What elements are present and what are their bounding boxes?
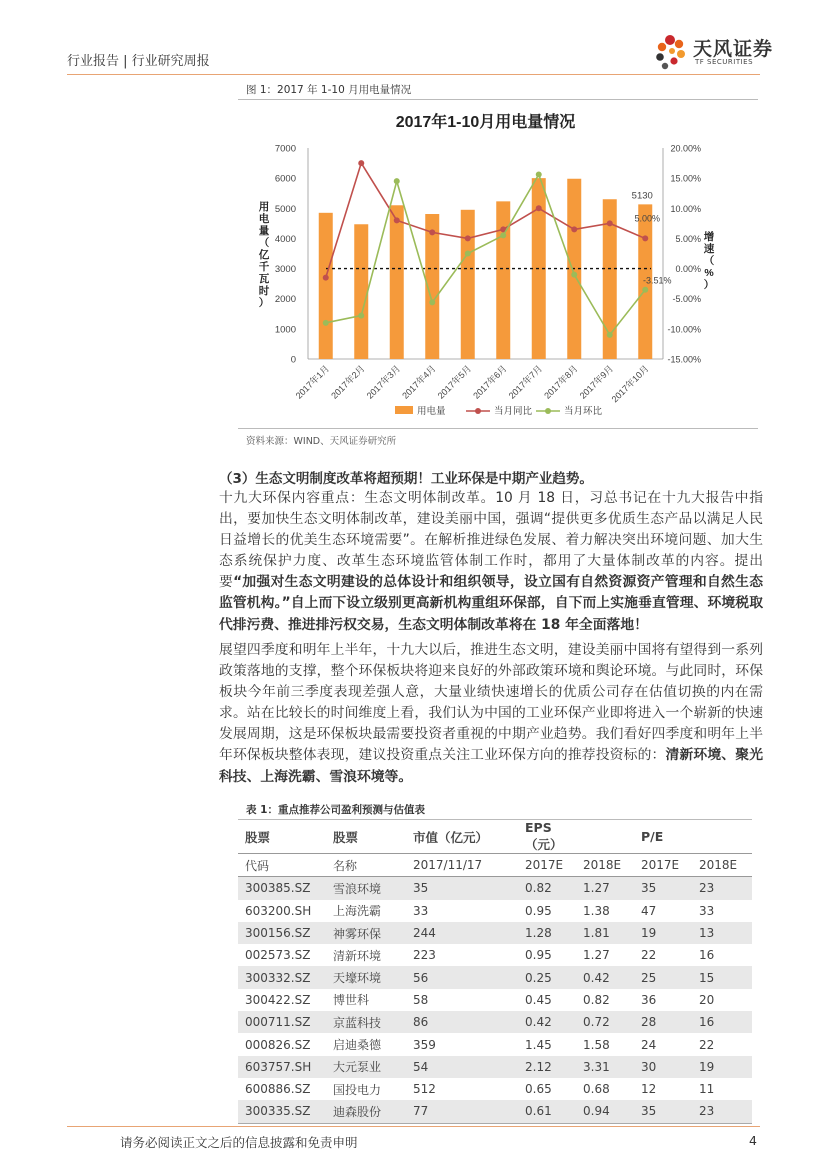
table-row <box>238 1011 752 1033</box>
x-tick-label: 2017年10月 <box>609 363 651 405</box>
table-cell: 30 <box>634 1056 692 1078</box>
left-axis-title: 用电量（亿千瓦时） <box>258 201 270 309</box>
point-当月环比 <box>642 287 648 293</box>
report-category: 行业报告 | 行业研究周报 <box>67 54 210 69</box>
legend-label-用电量: 用电量 <box>417 406 446 417</box>
mom-value-label: -3.51% <box>642 275 672 286</box>
table-header-cell: EPS（元） <box>518 820 576 854</box>
x-tick-label: 2017年2月 <box>329 363 367 401</box>
table-cell: 1.45 <box>525 1037 552 1052</box>
table-header-cell: 市值（亿元） <box>406 820 518 854</box>
valuation-table <box>238 820 752 1124</box>
table-cell: 36 <box>641 992 657 1007</box>
table-cell: 大元泵业 <box>326 1056 406 1078</box>
bar-value-label: 5130 <box>631 190 653 202</box>
table-cell: 300335.SZ <box>238 1100 326 1123</box>
legend-swatch-用电量 <box>395 406 413 414</box>
table-cell: 244 <box>406 922 518 944</box>
point-当月环比 <box>607 332 613 338</box>
table-cell: 13 <box>692 922 752 944</box>
point-当月同比 <box>642 235 648 241</box>
table-row <box>238 900 752 922</box>
x-tick-label: 2017年9月 <box>577 363 616 401</box>
table-header-cell: 2018E <box>576 854 634 877</box>
point-当月环比 <box>500 232 506 238</box>
table-cell: 56 <box>406 966 518 988</box>
logo-petals-icon <box>650 30 694 74</box>
table-cell: 16 <box>692 1011 752 1033</box>
table-cell: 33 <box>699 903 715 918</box>
left-axis-tick-label: 7000 <box>274 143 296 155</box>
point-当月同比 <box>358 160 364 166</box>
left-axis-tick-label: 1000 <box>274 324 296 336</box>
point-当月环比 <box>536 172 542 178</box>
table-header-cell: 股票 <box>326 820 406 854</box>
right-axis-tick-label: 5.00% <box>675 233 701 244</box>
table-cell: 国投电力 <box>333 1082 382 1097</box>
figure-source: 资料来源：WIND、天风证券研究所 <box>246 436 397 447</box>
table-cell: 35 <box>634 1100 692 1123</box>
table-cell: 0.95 <box>525 903 552 918</box>
table-cell: 22 <box>699 1037 715 1052</box>
table-header-cell: P/E <box>634 820 692 854</box>
point-当月同比 <box>394 217 400 223</box>
table-cell: 京蓝科技 <box>326 1011 406 1033</box>
paragraph-1-text: 十九大环保内容重点：生态文明体制改革。10 月 18 日，习总书记在十九大报告中指出，要加快生态文明体制改革，建设美丽中国，强调“提供更多优质生态产品以满足人民日益增长的优美生态环境需要”。在解析推进绿色发展、着力解决突出环境问题、加大生态系统保护力度、改革生态环境监管体制工作时，都用了大量体制改革的内容。提出要 <box>219 490 763 591</box>
table-cell: 0.72 <box>576 1011 634 1033</box>
table-cell: 清新环境 <box>333 948 382 963</box>
point-当月环比 <box>571 272 577 278</box>
table-row <box>238 1078 752 1100</box>
table-cell: 47 <box>641 903 657 918</box>
table-cell: 359 <box>413 1037 436 1052</box>
paragraph-1 <box>219 488 763 636</box>
table-cell: 000826.SZ <box>245 1037 311 1052</box>
table-cell: 603200.SH <box>245 903 312 918</box>
table-cell: 000711.SZ <box>238 1011 326 1033</box>
right-axis-tick-label: -5.00% <box>672 294 701 305</box>
table-cell: 35 <box>406 877 518 900</box>
x-tick-label: 2017年6月 <box>471 363 509 401</box>
left-axis-tick-label: 6000 <box>274 173 296 185</box>
table-header-cell: 代码 <box>238 854 326 877</box>
left-axis-tick-label: 4000 <box>274 233 296 245</box>
point-当月同比 <box>465 235 471 241</box>
paragraph-2-text: 展望四季度和明年上半年，十九大以后，推进生态文明，建设美丽中国将有望得到一系列政策落地的支撑，整个环保板块将迎来良好的外部政策环境和舆论环境。与此同时，环保板块今年前三季度表现差强人意，大量业绩快速增长的优质公司存在估值切换的内在需求。站在比较长的时间维度上看，我们认为中国的工业环保产业即将进入一个崭新的快速发展周期，这是环保板块最需要投资者重视的中期产业趋势。我们看好四季度和明年上半年环保板块整体表现，建议投资重点关注工业环保方向的推荐投资标的： <box>219 642 763 764</box>
point-当月环比 <box>358 313 364 319</box>
table-cell: 512 <box>413 1082 436 1097</box>
yoy-value-label: 5.00% <box>634 213 661 224</box>
table-cell: 0.94 <box>576 1100 634 1123</box>
x-tick-label: 2017年3月 <box>364 363 403 401</box>
section-title: （3）生态文明制度改革将超预期！工业环保是中期产业趋势。 <box>219 471 593 487</box>
table-cell: 19 <box>634 922 692 944</box>
right-axis-tick-label: 15.00% <box>670 173 701 184</box>
right-axis-tick-label: -15.00% <box>667 354 701 365</box>
table-cell: 20 <box>699 992 715 1007</box>
point-当月同比 <box>323 275 329 281</box>
table-header-cell: 2017E <box>518 854 576 877</box>
line-当月环比 <box>326 175 646 335</box>
table-cell: 23 <box>692 877 752 900</box>
point-当月环比 <box>465 251 471 257</box>
table-cell: 1.81 <box>576 922 634 944</box>
point-当月环比 <box>323 320 329 326</box>
table-cell: 0.82 <box>518 877 576 900</box>
table-row <box>238 1100 752 1123</box>
table-header-cell <box>692 820 752 854</box>
point-当月同比 <box>607 220 613 226</box>
bar-2017年6月 <box>496 201 510 359</box>
paragraph-2 <box>219 640 763 788</box>
x-tick-label: 2017年1月 <box>293 363 332 401</box>
bar-2017年2月 <box>354 224 368 359</box>
left-axis-tick-label: 2000 <box>274 294 296 306</box>
x-tick-label: 2017年4月 <box>400 363 438 401</box>
table-row <box>238 877 752 900</box>
table-cell: 35 <box>634 877 692 900</box>
table-cell: 54 <box>406 1056 518 1078</box>
table-cell: 迪森股份 <box>326 1100 406 1123</box>
legend-label-当月同比: 当月同比 <box>494 406 533 417</box>
logo-text-cn: 天风证券 <box>693 38 774 60</box>
table-cell: 博世科 <box>333 993 370 1008</box>
table-cell: 223 <box>413 948 436 963</box>
table-cell: 58 <box>413 992 429 1007</box>
table-cell: 1.27 <box>583 948 610 963</box>
legend-marker-当月同比 <box>475 408 481 414</box>
left-axis-tick-label: 0 <box>290 354 296 366</box>
table-cell: 33 <box>413 903 429 918</box>
figure-caption: 图 1：2017 年 1-10 月用电量情况 <box>246 84 412 96</box>
table-cell: 神雾环保 <box>326 922 406 944</box>
table-cell: 25 <box>634 966 692 988</box>
table-cell: 1.58 <box>583 1037 610 1052</box>
table-cell: 0.68 <box>583 1082 610 1097</box>
x-tick-label: 2017年5月 <box>435 363 474 401</box>
table-cell: 1.38 <box>583 903 610 918</box>
table-cell: 300156.SZ <box>238 922 326 944</box>
right-axis-title: 增速（%） <box>703 231 715 291</box>
table-cell: 77 <box>406 1100 518 1123</box>
table-cell: 0.95 <box>525 948 552 963</box>
table-cell: 0.65 <box>525 1082 552 1097</box>
logo-text-en: TF SECURITIES <box>695 58 754 66</box>
table-cell: 0.25 <box>518 966 576 988</box>
table-header-row-2 <box>238 854 752 877</box>
table-row <box>238 966 752 988</box>
table-row <box>238 922 752 944</box>
table-cell: 天壕环境 <box>326 966 406 988</box>
table-cell: 0.82 <box>583 992 610 1007</box>
bar-2017年1月 <box>319 213 333 359</box>
point-当月同比 <box>429 229 435 235</box>
table-cell: 603757.SH <box>238 1056 326 1078</box>
table-cell: 600886.SZ <box>245 1082 311 1097</box>
right-axis-tick-label: 0.00% <box>675 264 701 275</box>
footer-disclaimer: 请务必阅读正文之后的信息披露和免责申明 <box>120 1135 358 1150</box>
paragraph-2-bold: 清新环境、聚光科技、上海洗霸、雪浪环境等。 <box>219 747 764 785</box>
electricity-chart <box>238 100 758 428</box>
table-cell: 2.12 <box>518 1056 576 1078</box>
right-axis-tick-label: 20.00% <box>670 143 701 154</box>
table-cell: 11 <box>699 1082 715 1097</box>
table-cell: 上海洗霸 <box>333 904 382 919</box>
table-row <box>238 944 752 966</box>
table-header-cell: 股票 <box>238 820 326 854</box>
bar-2017年5月 <box>461 210 475 359</box>
table-cell: 22 <box>641 948 657 963</box>
table-cell: 300332.SZ <box>238 966 326 988</box>
point-当月同比 <box>571 226 577 232</box>
table-header-row-1 <box>238 820 752 854</box>
table-cell: 15 <box>692 966 752 988</box>
table-cell: 0.42 <box>576 966 634 988</box>
paragraph-1-bold: “加强对生态文明建设的总体设计和组织领导，设立国有自然资源资产管理和自然生态监管机构。”自上而下设立级别更高新机构重组环保部，自下而上实施垂直管理、环境税取代排污费、推进排污权交易，生态文明体制改革将在 18 年全面落地！ <box>219 574 763 633</box>
table-row <box>238 989 752 1011</box>
table-row <box>238 1056 752 1078</box>
table-header-cell: 2018E <box>692 854 752 877</box>
table-cell: 300422.SZ <box>245 992 311 1007</box>
point-当月环比 <box>394 178 400 184</box>
table-cell: 12 <box>641 1082 657 1097</box>
table-caption: 表 1：重点推荐公司盈利预测与估值表 <box>246 804 425 816</box>
right-axis-tick-label: 10.00% <box>670 203 701 214</box>
table-cell: 28 <box>634 1011 692 1033</box>
bar-2017年3月 <box>390 205 404 359</box>
table-cell: 0.45 <box>525 992 552 1007</box>
table-header-cell: 2017/11/17 <box>406 854 518 877</box>
table-cell: 23 <box>692 1100 752 1123</box>
x-tick-label: 2017年8月 <box>542 363 580 401</box>
table-cell: 雪浪环境 <box>326 877 406 900</box>
table-header-cell: 名称 <box>326 854 406 877</box>
table-header-cell: 2017E <box>634 854 692 877</box>
tf-securities-logo <box>650 30 774 74</box>
table-cell: 1.28 <box>518 922 576 944</box>
table-cell: 16 <box>699 948 715 963</box>
legend-marker-当月环比 <box>545 408 551 414</box>
table-row <box>238 1033 752 1055</box>
page-number: 4 <box>749 1133 757 1148</box>
left-axis-tick-label: 5000 <box>274 203 296 215</box>
table-cell: 0.61 <box>518 1100 576 1123</box>
table-cell: 1.27 <box>576 877 634 900</box>
table-cell: 3.31 <box>576 1056 634 1078</box>
point-当月同比 <box>536 205 542 211</box>
right-axis-tick-label: -10.00% <box>667 324 701 335</box>
legend-label-当月环比: 当月环比 <box>564 406 603 417</box>
table-cell: 24 <box>641 1037 657 1052</box>
table-cell: 002573.SZ <box>245 948 311 963</box>
table-cell: 启迪桑德 <box>333 1038 382 1053</box>
table-cell: 300385.SZ <box>238 877 326 900</box>
table-cell: 0.42 <box>518 1011 576 1033</box>
table-cell: 86 <box>406 1011 518 1033</box>
line-当月同比 <box>326 163 646 278</box>
table-cell: 19 <box>692 1056 752 1078</box>
point-当月环比 <box>429 299 435 305</box>
x-tick-label: 2017年7月 <box>506 363 545 401</box>
left-axis-tick-label: 3000 <box>274 264 296 276</box>
footer-divider <box>67 1126 760 1127</box>
table-header-cell <box>576 820 634 854</box>
header-divider <box>67 74 760 75</box>
figure-bottom-rule <box>238 428 758 429</box>
chart-title: 2017年1-10月用电量情况 <box>395 114 576 131</box>
